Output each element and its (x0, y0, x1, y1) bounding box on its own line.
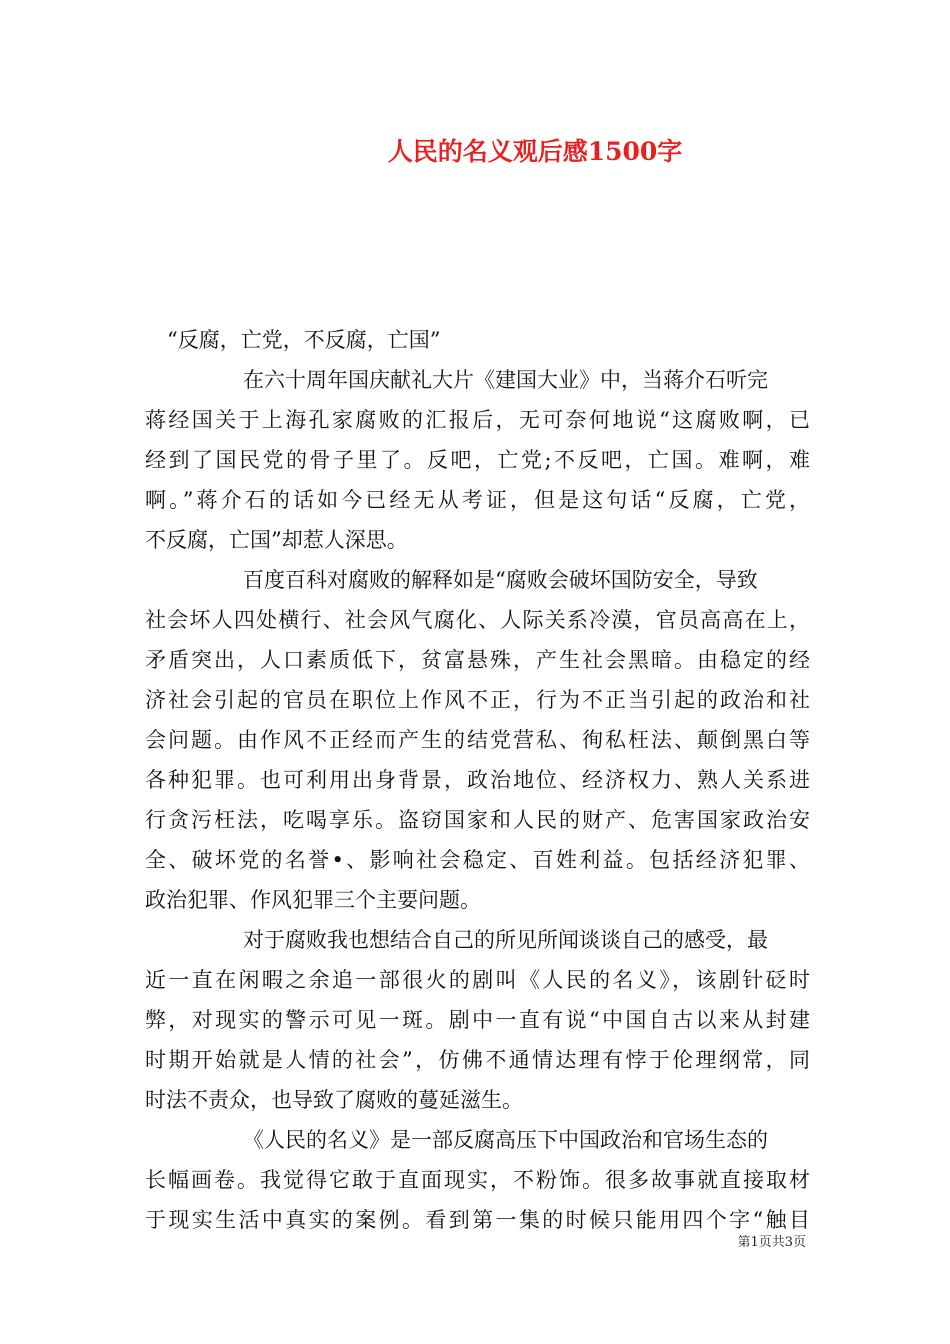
paragraph-line: 会问题。由作风不正经而产生的结党营私、徇私枉法、颠倒黑白等 (145, 728, 810, 752)
paragraph-line: 时期开始就是人情的社会”，仿佛不通情达理有悖于伦理纲常，同 (145, 1048, 810, 1072)
paragraph-line: 行贪污枉法，吃喝享乐。盗窃国家和人民的财产、危害国家政治安 (145, 808, 810, 832)
paragraph-line: 对于腐败我也想结合自己的所见所闻谈谈自己的感受，最 (243, 928, 768, 952)
paragraph-line: 政治犯罪、作风犯罪三个主要问题。 (145, 888, 481, 912)
paragraph-line: 社会坏人四处横行、社会风气腐化、人际关系冷漠，官员高高在上， (145, 608, 810, 632)
document-title: 人民的名义观后感1500字 (387, 137, 683, 166)
paragraph-line: 于现实生活中真实的案例。看到第一集的时候只能用四个字“触目 (145, 1208, 810, 1232)
paragraph-line: 全、破坏党的名誉•、影响社会稳定、百姓利益。包括经济犯罪、 (145, 848, 810, 872)
paragraph-line: “反腐，亡党，不反腐，亡国” (167, 328, 441, 352)
paragraph-line: 矛盾突出，人口素质低下，贫富悬殊，产生社会黑暗。由稳定的经 (145, 648, 810, 672)
paragraph-line: 百度百科对腐败的解释如是“腐败会破坏国防安全，导致 (243, 568, 758, 592)
paragraph-line: 济社会引起的官员在职位上作风不正，行为不正当引起的政治和社 (145, 688, 810, 712)
paragraph-line: 《人民的名义》是一部反腐高压下中国政治和官场生态的 (243, 1128, 768, 1152)
paragraph-line: 长幅画卷。我觉得它敢于直面现实，不粉饰。很多故事就直接取材 (145, 1168, 810, 1192)
paragraph-line: 不反腐，亡国”却惹人深思。 (145, 528, 408, 552)
paragraph-line: 蒋经国关于上海孔家腐败的汇报后，无可奈何地说“这腐败啊，已 (145, 408, 810, 432)
paragraph-line: 弊，对现实的警示可见一斑。剧中一直有说“中国自古以来从封建 (145, 1008, 810, 1032)
paragraph-line: 啊。”蒋介石的话如今已经无从考证，但是这句话“反腐，亡党， (145, 488, 810, 512)
paragraph-line: 近一直在闲暇之余追一部很火的剧叫《人民的名义》，该剧针砭时 (145, 968, 810, 992)
paragraph-line: 经到了国民党的骨子里了。反吧，亡党;不反吧，亡国。难啊，难 (145, 448, 810, 472)
document-body (145, 320, 810, 1240)
paragraph-line: 时法不责众，也导致了腐败的蔓延滋生。 (145, 1088, 523, 1112)
paragraph-line: 在六十周年国庆献礼大片《建国大业》中，当蒋介石听完 (243, 368, 768, 392)
page-number: 第1页共3页 (737, 1235, 806, 1250)
paragraph-line: 各种犯罪。也可利用出身背景，政治地位、经济权力、熟人关系进 (145, 768, 810, 792)
